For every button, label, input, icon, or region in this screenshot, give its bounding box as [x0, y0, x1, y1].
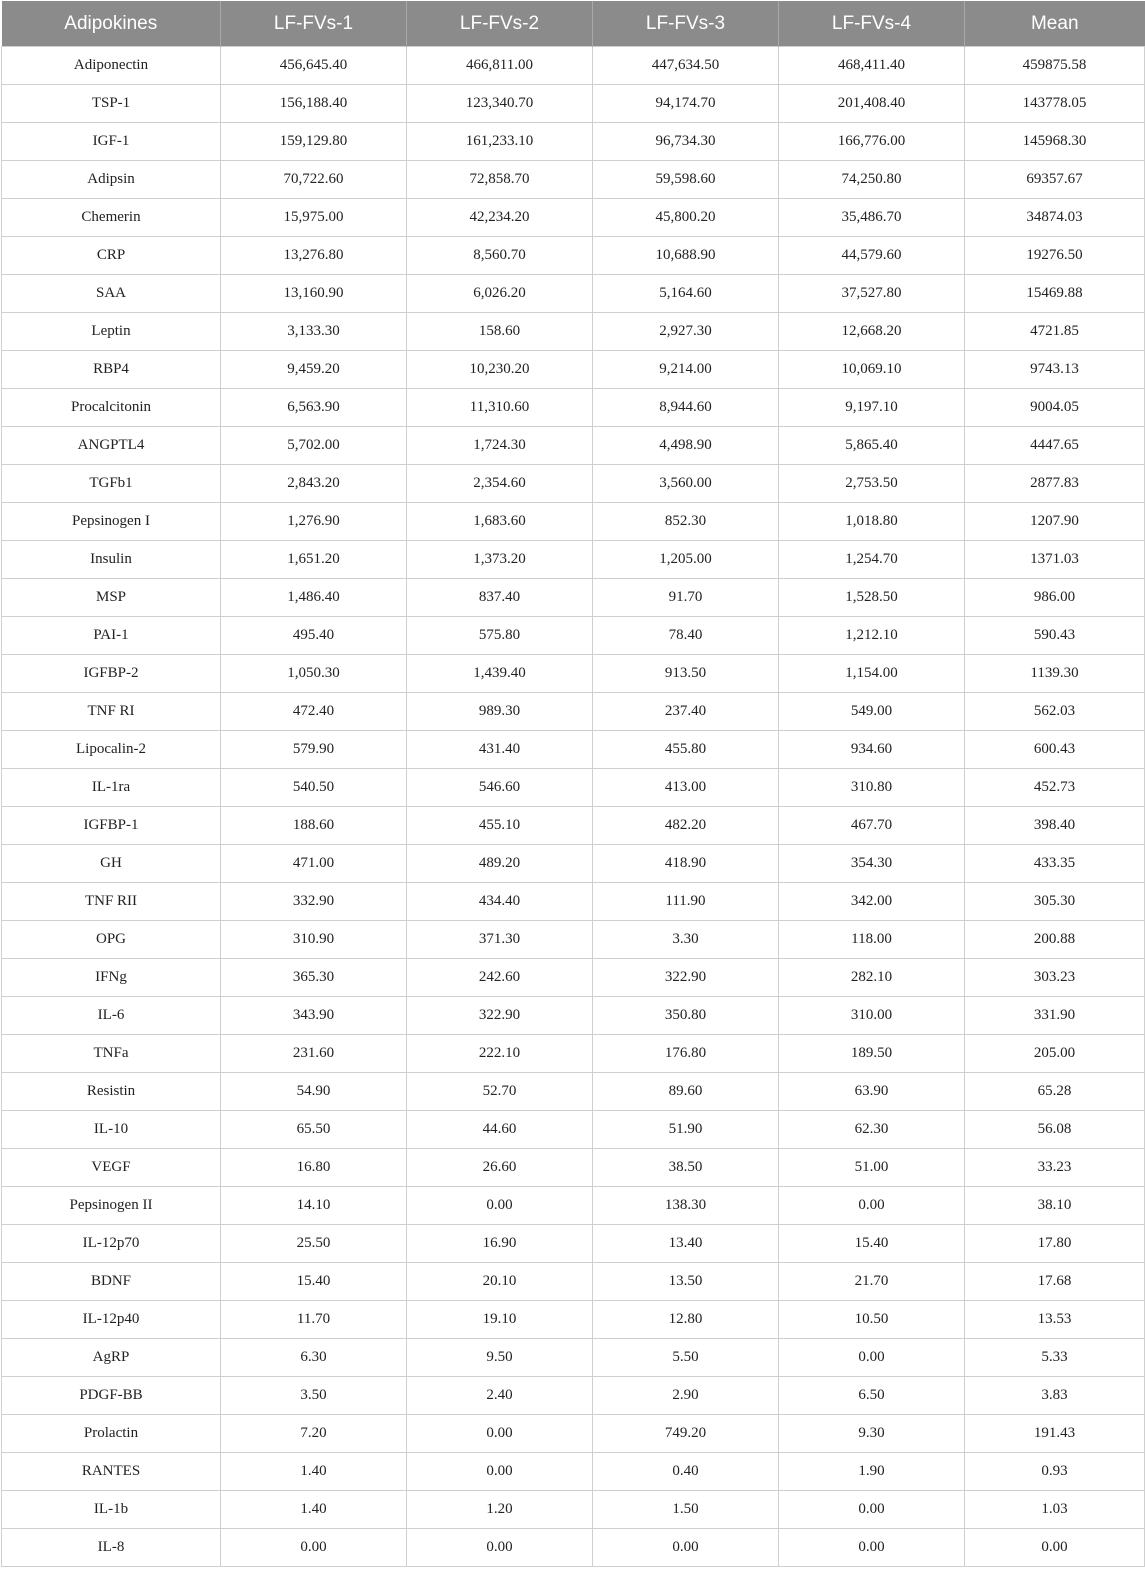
lf-fvs-2-cell: 11,310.60 — [407, 389, 593, 427]
mean-cell: 17.68 — [965, 1263, 1145, 1301]
lf-fvs-3-cell: 413.00 — [593, 769, 779, 807]
lf-fvs-4-cell: 310.00 — [779, 997, 965, 1035]
mean-cell: 17.80 — [965, 1225, 1145, 1263]
table-row — [2, 845, 1145, 883]
header-cell-lf-fvs-2: LF-FVs-2 — [407, 1, 593, 47]
header-cell-lf-fvs-1: LF-FVs-1 — [221, 1, 407, 47]
lf-fvs-4-cell: 166,776.00 — [779, 123, 965, 161]
lf-fvs-3-cell: 10,688.90 — [593, 237, 779, 275]
lf-fvs-3-cell: 12.80 — [593, 1301, 779, 1339]
adipokine-cell: IL-10 — [2, 1111, 221, 1149]
lf-fvs-2-cell: 1,373.20 — [407, 541, 593, 579]
adipokine-cell: Pepsinogen II — [2, 1187, 221, 1225]
mean-cell: 69357.67 — [965, 161, 1145, 199]
mean-cell: 1.03 — [965, 1491, 1145, 1529]
lf-fvs-4-cell: 354.30 — [779, 845, 965, 883]
lf-fvs-1-cell: 365.30 — [221, 959, 407, 997]
adipokine-cell: GH — [2, 845, 221, 883]
lf-fvs-4-cell: 189.50 — [779, 1035, 965, 1073]
lf-fvs-1-cell: 15,975.00 — [221, 199, 407, 237]
table-row — [2, 959, 1145, 997]
table-row — [2, 617, 1145, 655]
header-row — [2, 1, 1145, 47]
lf-fvs-2-cell: 52.70 — [407, 1073, 593, 1111]
lf-fvs-3-cell: 1,205.00 — [593, 541, 779, 579]
lf-fvs-1-cell: 310.90 — [221, 921, 407, 959]
mean-cell: 0.93 — [965, 1453, 1145, 1491]
adipokine-cell: AgRP — [2, 1339, 221, 1377]
lf-fvs-2-cell: 222.10 — [407, 1035, 593, 1073]
adipokine-cell: IL-12p40 — [2, 1301, 221, 1339]
lf-fvs-1-cell: 16.80 — [221, 1149, 407, 1187]
adipokine-cell: TNF RII — [2, 883, 221, 921]
lf-fvs-2-cell: 2.40 — [407, 1377, 593, 1415]
lf-fvs-3-cell: 91.70 — [593, 579, 779, 617]
adipokine-cell: IL-8 — [2, 1529, 221, 1567]
lf-fvs-1-cell: 2,843.20 — [221, 465, 407, 503]
lf-fvs-4-cell: 37,527.80 — [779, 275, 965, 313]
mean-cell: 600.43 — [965, 731, 1145, 769]
lf-fvs-4-cell: 35,486.70 — [779, 199, 965, 237]
mean-cell: 433.35 — [965, 845, 1145, 883]
adipokine-cell: Procalcitonin — [2, 389, 221, 427]
mean-cell: 4447.65 — [965, 427, 1145, 465]
lf-fvs-1-cell: 15.40 — [221, 1263, 407, 1301]
mean-cell: 200.88 — [965, 921, 1145, 959]
mean-cell: 986.00 — [965, 579, 1145, 617]
mean-cell: 590.43 — [965, 617, 1145, 655]
lf-fvs-1-cell: 25.50 — [221, 1225, 407, 1263]
lf-fvs-1-cell: 13,276.80 — [221, 237, 407, 275]
lf-fvs-1-cell: 343.90 — [221, 997, 407, 1035]
table-row — [2, 1111, 1145, 1149]
mean-cell: 2877.83 — [965, 465, 1145, 503]
table-row — [2, 123, 1145, 161]
lf-fvs-2-cell: 1,724.30 — [407, 427, 593, 465]
lf-fvs-3-cell: 111.90 — [593, 883, 779, 921]
lf-fvs-3-cell: 447,634.50 — [593, 47, 779, 85]
lf-fvs-2-cell: 6,026.20 — [407, 275, 593, 313]
lf-fvs-3-cell: 51.90 — [593, 1111, 779, 1149]
mean-cell: 33.23 — [965, 1149, 1145, 1187]
table-row — [2, 1377, 1145, 1415]
lf-fvs-4-cell: 62.30 — [779, 1111, 965, 1149]
adipokine-cell: IL-1b — [2, 1491, 221, 1529]
lf-fvs-1-cell: 3,133.30 — [221, 313, 407, 351]
lf-fvs-1-cell: 1,651.20 — [221, 541, 407, 579]
lf-fvs-4-cell: 74,250.80 — [779, 161, 965, 199]
adipokine-cell: Adiponectin — [2, 47, 221, 85]
lf-fvs-2-cell: 2,354.60 — [407, 465, 593, 503]
table-row — [2, 85, 1145, 123]
adipokine-cell: TGFb1 — [2, 465, 221, 503]
lf-fvs-3-cell: 350.80 — [593, 997, 779, 1035]
table-row — [2, 1073, 1145, 1111]
table-row — [2, 693, 1145, 731]
lf-fvs-3-cell: 59,598.60 — [593, 161, 779, 199]
lf-fvs-4-cell: 118.00 — [779, 921, 965, 959]
lf-fvs-4-cell: 51.00 — [779, 1149, 965, 1187]
lf-fvs-3-cell: 8,944.60 — [593, 389, 779, 427]
lf-fvs-2-cell: 0.00 — [407, 1453, 593, 1491]
lf-fvs-4-cell: 2,753.50 — [779, 465, 965, 503]
lf-fvs-2-cell: 546.60 — [407, 769, 593, 807]
lf-fvs-2-cell: 989.30 — [407, 693, 593, 731]
lf-fvs-4-cell: 201,408.40 — [779, 85, 965, 123]
mean-cell: 0.00 — [965, 1529, 1145, 1567]
adipokine-cell: IFNg — [2, 959, 221, 997]
table-row — [2, 883, 1145, 921]
mean-cell: 452.73 — [965, 769, 1145, 807]
adipokine-cell: IL-1ra — [2, 769, 221, 807]
table-row — [2, 541, 1145, 579]
lf-fvs-4-cell: 1,212.10 — [779, 617, 965, 655]
adipokine-cell: IGFBP-1 — [2, 807, 221, 845]
mean-cell: 398.40 — [965, 807, 1145, 845]
lf-fvs-3-cell: 78.40 — [593, 617, 779, 655]
mean-cell: 3.83 — [965, 1377, 1145, 1415]
adipokine-cell: TNFa — [2, 1035, 221, 1073]
table-row — [2, 465, 1145, 503]
lf-fvs-2-cell: 434.40 — [407, 883, 593, 921]
mean-cell: 331.90 — [965, 997, 1145, 1035]
mean-cell: 65.28 — [965, 1073, 1145, 1111]
adipokine-cell: SAA — [2, 275, 221, 313]
table-body — [2, 47, 1145, 1567]
lf-fvs-2-cell: 0.00 — [407, 1415, 593, 1453]
mean-cell: 191.43 — [965, 1415, 1145, 1453]
lf-fvs-1-cell: 11.70 — [221, 1301, 407, 1339]
lf-fvs-1-cell: 1,276.90 — [221, 503, 407, 541]
lf-fvs-3-cell: 418.90 — [593, 845, 779, 883]
lf-fvs-4-cell: 1,254.70 — [779, 541, 965, 579]
lf-fvs-1-cell: 6.30 — [221, 1339, 407, 1377]
table-row — [2, 389, 1145, 427]
lf-fvs-3-cell: 2.90 — [593, 1377, 779, 1415]
adipokine-cell: MSP — [2, 579, 221, 617]
lf-fvs-1-cell: 231.60 — [221, 1035, 407, 1073]
mean-cell: 1207.90 — [965, 503, 1145, 541]
lf-fvs-2-cell: 455.10 — [407, 807, 593, 845]
lf-fvs-3-cell: 38.50 — [593, 1149, 779, 1187]
lf-fvs-2-cell: 19.10 — [407, 1301, 593, 1339]
lf-fvs-4-cell: 9.30 — [779, 1415, 965, 1453]
table-row — [2, 1149, 1145, 1187]
adipokines-table — [1, 1, 1145, 1567]
adipokine-cell: TSP-1 — [2, 85, 221, 123]
lf-fvs-1-cell: 1.40 — [221, 1491, 407, 1529]
lf-fvs-2-cell: 322.90 — [407, 997, 593, 1035]
adipokine-cell: Insulin — [2, 541, 221, 579]
adipokine-cell: VEGF — [2, 1149, 221, 1187]
table-row — [2, 1415, 1145, 1453]
adipokine-cell: IGFBP-2 — [2, 655, 221, 693]
lf-fvs-3-cell: 2,927.30 — [593, 313, 779, 351]
lf-fvs-4-cell: 1.90 — [779, 1453, 965, 1491]
mean-cell: 38.10 — [965, 1187, 1145, 1225]
lf-fvs-2-cell: 1.20 — [407, 1491, 593, 1529]
table-row — [2, 351, 1145, 389]
table-row — [2, 1491, 1145, 1529]
mean-cell: 13.53 — [965, 1301, 1145, 1339]
mean-cell: 4721.85 — [965, 313, 1145, 351]
lf-fvs-2-cell: 0.00 — [407, 1529, 593, 1567]
lf-fvs-4-cell: 282.10 — [779, 959, 965, 997]
adipokine-cell: Adipsin — [2, 161, 221, 199]
lf-fvs-3-cell: 0.00 — [593, 1529, 779, 1567]
adipokine-cell: BDNF — [2, 1263, 221, 1301]
lf-fvs-4-cell: 1,018.80 — [779, 503, 965, 541]
lf-fvs-4-cell: 21.70 — [779, 1263, 965, 1301]
lf-fvs-4-cell: 342.00 — [779, 883, 965, 921]
table-row — [2, 1187, 1145, 1225]
lf-fvs-1-cell: 3.50 — [221, 1377, 407, 1415]
mean-cell: 9743.13 — [965, 351, 1145, 389]
mean-cell: 34874.03 — [965, 199, 1145, 237]
lf-fvs-2-cell: 466,811.00 — [407, 47, 593, 85]
table-row — [2, 579, 1145, 617]
mean-cell: 9004.05 — [965, 389, 1145, 427]
lf-fvs-4-cell: 44,579.60 — [779, 237, 965, 275]
lf-fvs-3-cell: 852.30 — [593, 503, 779, 541]
adipokine-cell: PAI-1 — [2, 617, 221, 655]
table-row — [2, 1339, 1145, 1377]
mean-cell: 459875.58 — [965, 47, 1145, 85]
table-row — [2, 47, 1145, 85]
lf-fvs-3-cell: 5.50 — [593, 1339, 779, 1377]
lf-fvs-2-cell: 1,683.60 — [407, 503, 593, 541]
lf-fvs-4-cell: 10.50 — [779, 1301, 965, 1339]
table-row — [2, 1035, 1145, 1073]
adipokine-cell: Chemerin — [2, 199, 221, 237]
lf-fvs-3-cell: 45,800.20 — [593, 199, 779, 237]
adipokine-cell: OPG — [2, 921, 221, 959]
adipokine-cell: PDGF-BB — [2, 1377, 221, 1415]
lf-fvs-1-cell: 9,459.20 — [221, 351, 407, 389]
lf-fvs-1-cell: 472.40 — [221, 693, 407, 731]
lf-fvs-3-cell: 3,560.00 — [593, 465, 779, 503]
lf-fvs-4-cell: 1,154.00 — [779, 655, 965, 693]
mean-cell: 19276.50 — [965, 237, 1145, 275]
lf-fvs-4-cell: 5,865.40 — [779, 427, 965, 465]
adipokine-cell: IL-6 — [2, 997, 221, 1035]
lf-fvs-4-cell: 63.90 — [779, 1073, 965, 1111]
lf-fvs-2-cell: 0.00 — [407, 1187, 593, 1225]
lf-fvs-4-cell: 310.80 — [779, 769, 965, 807]
lf-fvs-2-cell: 10,230.20 — [407, 351, 593, 389]
lf-fvs-3-cell: 237.40 — [593, 693, 779, 731]
lf-fvs-2-cell: 161,233.10 — [407, 123, 593, 161]
table-row — [2, 275, 1145, 313]
lf-fvs-2-cell: 72,858.70 — [407, 161, 593, 199]
lf-fvs-1-cell: 540.50 — [221, 769, 407, 807]
mean-cell: 143778.05 — [965, 85, 1145, 123]
lf-fvs-3-cell: 0.40 — [593, 1453, 779, 1491]
mean-cell: 15469.88 — [965, 275, 1145, 313]
header-cell-lf-fvs-3: LF-FVs-3 — [593, 1, 779, 47]
lf-fvs-4-cell: 0.00 — [779, 1491, 965, 1529]
lf-fvs-1-cell: 65.50 — [221, 1111, 407, 1149]
lf-fvs-2-cell: 123,340.70 — [407, 85, 593, 123]
lf-fvs-3-cell: 482.20 — [593, 807, 779, 845]
table-row — [2, 655, 1145, 693]
lf-fvs-3-cell: 749.20 — [593, 1415, 779, 1453]
lf-fvs-3-cell: 176.80 — [593, 1035, 779, 1073]
lf-fvs-1-cell: 54.90 — [221, 1073, 407, 1111]
lf-fvs-4-cell: 934.60 — [779, 731, 965, 769]
lf-fvs-2-cell: 489.20 — [407, 845, 593, 883]
lf-fvs-1-cell: 188.60 — [221, 807, 407, 845]
lf-fvs-4-cell: 0.00 — [779, 1339, 965, 1377]
adipokine-cell: TNF RI — [2, 693, 221, 731]
lf-fvs-1-cell: 1.40 — [221, 1453, 407, 1491]
lf-fvs-3-cell: 89.60 — [593, 1073, 779, 1111]
mean-cell: 303.23 — [965, 959, 1145, 997]
header-cell-adipokines: Adipokines — [2, 1, 221, 47]
adipokine-cell: Pepsinogen I — [2, 503, 221, 541]
lf-fvs-1-cell: 70,722.60 — [221, 161, 407, 199]
table-row — [2, 1263, 1145, 1301]
lf-fvs-1-cell: 7.20 — [221, 1415, 407, 1453]
adipokine-cell: RBP4 — [2, 351, 221, 389]
lf-fvs-3-cell: 13.40 — [593, 1225, 779, 1263]
adipokine-cell: ANGPTL4 — [2, 427, 221, 465]
table-row — [2, 807, 1145, 845]
table-row — [2, 997, 1145, 1035]
header-cell-lf-fvs-4: LF-FVs-4 — [779, 1, 965, 47]
lf-fvs-3-cell: 1.50 — [593, 1491, 779, 1529]
lf-fvs-3-cell: 138.30 — [593, 1187, 779, 1225]
lf-fvs-3-cell: 9,214.00 — [593, 351, 779, 389]
lf-fvs-3-cell: 13.50 — [593, 1263, 779, 1301]
adipokine-cell: Prolactin — [2, 1415, 221, 1453]
table-row — [2, 161, 1145, 199]
table-row — [2, 1453, 1145, 1491]
lf-fvs-3-cell: 455.80 — [593, 731, 779, 769]
lf-fvs-2-cell: 20.10 — [407, 1263, 593, 1301]
lf-fvs-1-cell: 5,702.00 — [221, 427, 407, 465]
mean-cell: 1371.03 — [965, 541, 1145, 579]
table-row — [2, 921, 1145, 959]
table-row — [2, 503, 1145, 541]
lf-fvs-1-cell: 13,160.90 — [221, 275, 407, 313]
lf-fvs-2-cell: 431.40 — [407, 731, 593, 769]
table-row — [2, 1529, 1145, 1567]
lf-fvs-2-cell: 371.30 — [407, 921, 593, 959]
lf-fvs-1-cell: 156,188.40 — [221, 85, 407, 123]
lf-fvs-4-cell: 6.50 — [779, 1377, 965, 1415]
lf-fvs-2-cell: 42,234.20 — [407, 199, 593, 237]
lf-fvs-1-cell: 14.10 — [221, 1187, 407, 1225]
lf-fvs-2-cell: 158.60 — [407, 313, 593, 351]
mean-cell: 205.00 — [965, 1035, 1145, 1073]
adipokine-cell: Resistin — [2, 1073, 221, 1111]
lf-fvs-1-cell: 471.00 — [221, 845, 407, 883]
lf-fvs-1-cell: 1,050.30 — [221, 655, 407, 693]
lf-fvs-3-cell: 5,164.60 — [593, 275, 779, 313]
mean-cell: 562.03 — [965, 693, 1145, 731]
table-row — [2, 769, 1145, 807]
adipokine-cell: CRP — [2, 237, 221, 275]
lf-fvs-4-cell: 468,411.40 — [779, 47, 965, 85]
lf-fvs-2-cell: 16.90 — [407, 1225, 593, 1263]
lf-fvs-1-cell: 6,563.90 — [221, 389, 407, 427]
lf-fvs-4-cell: 15.40 — [779, 1225, 965, 1263]
table-header — [2, 1, 1145, 47]
lf-fvs-3-cell: 3.30 — [593, 921, 779, 959]
lf-fvs-3-cell: 4,498.90 — [593, 427, 779, 465]
mean-cell: 305.30 — [965, 883, 1145, 921]
lf-fvs-2-cell: 575.80 — [407, 617, 593, 655]
lf-fvs-4-cell: 10,069.10 — [779, 351, 965, 389]
table-row — [2, 1301, 1145, 1339]
mean-cell: 56.08 — [965, 1111, 1145, 1149]
lf-fvs-2-cell: 1,439.40 — [407, 655, 593, 693]
lf-fvs-2-cell: 26.60 — [407, 1149, 593, 1187]
table-row — [2, 427, 1145, 465]
lf-fvs-3-cell: 96,734.30 — [593, 123, 779, 161]
lf-fvs-4-cell: 549.00 — [779, 693, 965, 731]
lf-fvs-3-cell: 913.50 — [593, 655, 779, 693]
lf-fvs-2-cell: 8,560.70 — [407, 237, 593, 275]
lf-fvs-4-cell: 1,528.50 — [779, 579, 965, 617]
lf-fvs-2-cell: 9.50 — [407, 1339, 593, 1377]
lf-fvs-1-cell: 332.90 — [221, 883, 407, 921]
lf-fvs-1-cell: 579.90 — [221, 731, 407, 769]
table-row — [2, 313, 1145, 351]
header-cell-mean: Mean — [965, 1, 1145, 47]
adipokine-cell: Lipocalin-2 — [2, 731, 221, 769]
lf-fvs-4-cell: 12,668.20 — [779, 313, 965, 351]
lf-fvs-3-cell: 94,174.70 — [593, 85, 779, 123]
lf-fvs-4-cell: 0.00 — [779, 1529, 965, 1567]
lf-fvs-2-cell: 242.60 — [407, 959, 593, 997]
mean-cell: 145968.30 — [965, 123, 1145, 161]
lf-fvs-1-cell: 456,645.40 — [221, 47, 407, 85]
lf-fvs-4-cell: 9,197.10 — [779, 389, 965, 427]
mean-cell: 5.33 — [965, 1339, 1145, 1377]
adipokine-cell: Leptin — [2, 313, 221, 351]
table-row — [2, 237, 1145, 275]
mean-cell: 1139.30 — [965, 655, 1145, 693]
lf-fvs-4-cell: 467.70 — [779, 807, 965, 845]
lf-fvs-1-cell: 1,486.40 — [221, 579, 407, 617]
table-row — [2, 1225, 1145, 1263]
table-row — [2, 731, 1145, 769]
lf-fvs-1-cell: 159,129.80 — [221, 123, 407, 161]
adipokine-cell: IGF-1 — [2, 123, 221, 161]
lf-fvs-2-cell: 44.60 — [407, 1111, 593, 1149]
table-row — [2, 199, 1145, 237]
lf-fvs-1-cell: 495.40 — [221, 617, 407, 655]
lf-fvs-2-cell: 837.40 — [407, 579, 593, 617]
adipokine-cell: RANTES — [2, 1453, 221, 1491]
adipokine-cell: IL-12p70 — [2, 1225, 221, 1263]
lf-fvs-4-cell: 0.00 — [779, 1187, 965, 1225]
lf-fvs-1-cell: 0.00 — [221, 1529, 407, 1567]
lf-fvs-3-cell: 322.90 — [593, 959, 779, 997]
